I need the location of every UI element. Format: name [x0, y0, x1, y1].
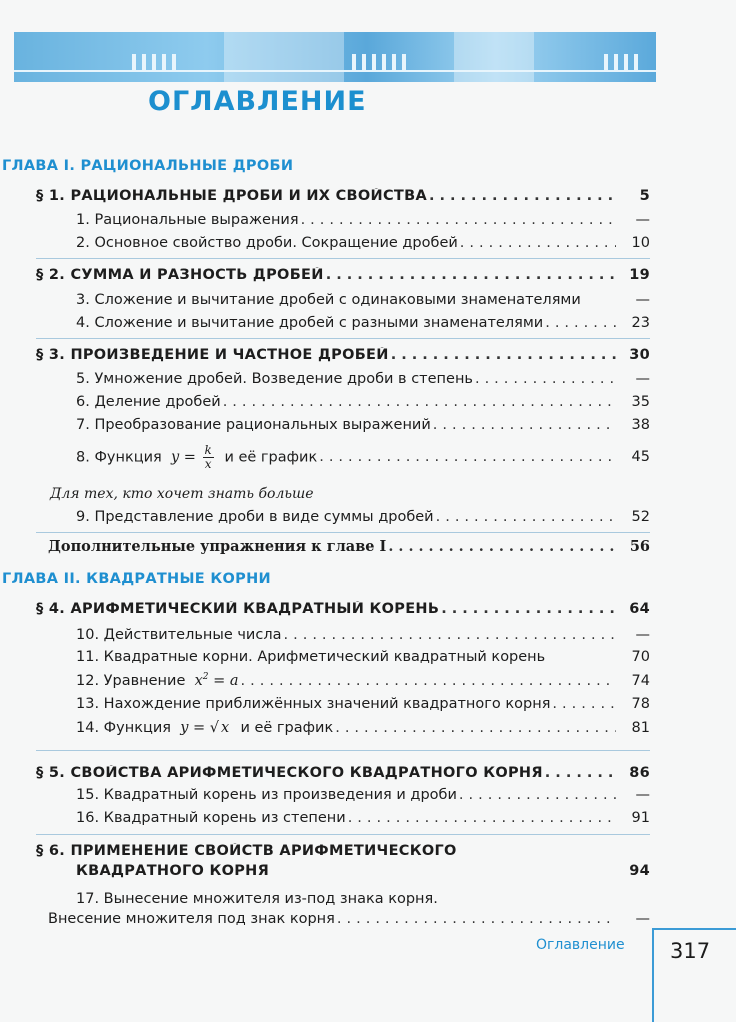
toc-item[interactable] — [76, 235, 650, 251]
page-title: ОГЛАВЛЕНИЕ — [148, 86, 367, 117]
toc-item[interactable] — [76, 627, 650, 643]
item-title: 17. Вынесение множителя из-под знака корня. — [76, 891, 438, 907]
extra-reading-lead: Для тех, кто хочет знать больше — [50, 486, 314, 502]
item-title: 2. Основное свойство дроби. Сокращение дробей — [76, 235, 458, 251]
page-number: 94 — [629, 863, 650, 879]
divider — [36, 532, 650, 533]
page-number: — — [635, 371, 650, 387]
page-number: 45 — [631, 449, 650, 465]
item-title-suffix: и её график — [240, 720, 334, 736]
leader-dots — [427, 188, 616, 204]
chapter-heading[interactable]: ГЛАВА I. РАЦИОНАЛЬНЫЕ ДРОБИ — [2, 158, 294, 174]
toc-paragraph-cont[interactable] — [76, 863, 650, 879]
page-number: 5 — [639, 188, 650, 204]
leader-dots — [389, 347, 616, 363]
paragraph-title: § 1. РАЦИОНАЛЬНЫЕ ДРОБИ И ИХ СВОЙСТВА — [36, 188, 427, 204]
leader-dots — [543, 315, 616, 331]
leader-dots — [473, 371, 616, 387]
toc-paragraph[interactable] — [36, 843, 650, 859]
leader-dots — [282, 627, 617, 643]
page-number: 64 — [629, 601, 650, 617]
formula-denominator: x — [204, 456, 212, 471]
leader-dots — [317, 449, 616, 465]
item-title: 5. Умножение дробей. Возведение дроби в степень — [76, 371, 473, 387]
banner-stripe — [224, 32, 344, 82]
page-number: — — [635, 627, 650, 643]
paragraph-title: § 2. СУММА И РАЗНОСТЬ ДРОБЕЙ — [36, 267, 324, 283]
page-number: 52 — [631, 509, 650, 525]
formula-rest: = a — [208, 672, 239, 689]
page-number: 19 — [629, 267, 650, 283]
toc-item[interactable] — [76, 720, 650, 736]
item-title: 11. Квадратные корни. Арифметический квадратный корень — [76, 649, 546, 665]
paragraph-title-cont: КВАДРАТНОГО КОРНЯ — [76, 863, 270, 879]
item-title: 15. Квадратный корень из произведения и дроби — [76, 787, 457, 803]
divider — [36, 750, 650, 751]
leader-dots — [333, 720, 616, 736]
item-title: 10. Действительные числа — [76, 627, 282, 643]
sqrt-radicand: x — [221, 720, 230, 736]
formula — [195, 673, 239, 689]
leader-dots — [346, 810, 616, 826]
item-title — [76, 720, 333, 736]
banner-line — [14, 70, 656, 72]
banner-stripe — [454, 32, 534, 82]
page-number-box — [652, 928, 736, 1022]
toc-paragraph[interactable] — [36, 347, 650, 363]
toc-paragraph[interactable] — [36, 267, 650, 283]
page-number: 78 — [631, 696, 650, 712]
paragraph-title: § 6. ПРИМЕНЕНИЕ СВОЙСТВ АРИФМЕТИЧЕСКОГО — [36, 843, 457, 859]
item-title: 6. Деление дробей — [76, 394, 221, 410]
item-title: 3. Сложение и вычитание дробей с одинаковыми знаменателями — [76, 292, 581, 308]
toc-item-cont[interactable] — [48, 911, 650, 927]
page-number: 35 — [631, 394, 650, 410]
toc-item[interactable] — [76, 315, 650, 331]
toc-item[interactable] — [76, 787, 650, 803]
leader-dots — [239, 673, 616, 689]
footer-section-label: Оглавление — [536, 937, 625, 953]
leader-dots — [431, 417, 616, 433]
supplement-title: Дополнительные упражнения к главе I — [48, 538, 387, 555]
toc-paragraph[interactable] — [36, 188, 650, 204]
page-number: — — [635, 292, 650, 308]
formula-numerator: k — [204, 442, 212, 457]
leader-dots — [458, 235, 616, 251]
item-title: 1. Рациональные выражения — [76, 212, 299, 228]
item-title-prefix: 8. Функция — [76, 449, 162, 465]
toc-item[interactable] — [76, 649, 650, 665]
toc-supplement[interactable] — [48, 538, 650, 555]
item-title: 9. Представление дроби в виде суммы дробей — [76, 509, 434, 525]
paragraph-title: § 4. АРИФМЕТИЧЕСКИЙ КВАДРАТНЫЙ КОРЕНЬ — [36, 601, 440, 617]
leader-dots — [386, 538, 616, 555]
leader-dots — [324, 267, 616, 283]
leader-dots — [439, 601, 616, 617]
toc-item[interactable] — [76, 891, 650, 907]
item-title: 13. Нахождение приближённых значений квадратного корня — [76, 696, 551, 712]
item-title-suffix: и её график — [224, 449, 318, 465]
page-number: 81 — [631, 720, 650, 736]
item-title-cont: Внесение множителя под знак корня — [48, 911, 335, 927]
header-banner — [14, 32, 656, 82]
page-number: 23 — [631, 315, 650, 331]
toc-item[interactable] — [76, 292, 650, 308]
leader-dots — [550, 696, 616, 712]
leader-dots — [335, 911, 616, 927]
toc-paragraph[interactable] — [36, 601, 650, 617]
item-title: 7. Преобразование рациональных выражений — [76, 417, 431, 433]
formula-lhs: y = — [180, 720, 206, 736]
paragraph-title: § 5. СВОЙСТВА АРИФМЕТИЧЕСКОГО КВАДРАТНОГО КОРНЯ — [36, 765, 543, 781]
item-title: 16. Квадратный корень из степени — [76, 810, 346, 826]
page-number: 56 — [629, 538, 650, 555]
page-number: — — [635, 787, 650, 803]
formula-exponent: 2 — [202, 672, 209, 682]
toc-item[interactable] — [76, 212, 650, 228]
toc-item[interactable] — [76, 417, 650, 433]
page-number: 30 — [629, 347, 650, 363]
formula-lhs: y = — [170, 449, 196, 465]
toc-item[interactable] — [76, 696, 650, 712]
divider — [36, 338, 650, 339]
leader-dots — [299, 212, 616, 228]
divider — [36, 834, 650, 835]
leader-dots — [543, 765, 616, 781]
toc-item[interactable] — [76, 442, 650, 472]
page-number: 74 — [631, 672, 650, 689]
toc-item[interactable] — [76, 394, 650, 410]
formula-sqrt — [210, 720, 231, 736]
leader-dots — [457, 787, 616, 803]
sqrt-sign: √ — [209, 720, 220, 736]
item-title: 4. Сложение и вычитание дробей с разными знаменателями — [76, 315, 544, 331]
formula-base: x — [194, 672, 203, 689]
page-number: 70 — [631, 649, 650, 665]
page-number-footer: 317 — [670, 939, 711, 963]
toc-item[interactable] — [76, 810, 650, 826]
toc-item[interactable] — [76, 672, 650, 689]
item-title-prefix: 14. Функция — [76, 720, 171, 736]
page-number: 86 — [629, 765, 650, 781]
toc-paragraph[interactable] — [36, 765, 650, 781]
chapter-heading[interactable]: ГЛАВА II. КВАДРАТНЫЕ КОРНИ — [2, 571, 271, 587]
item-title — [76, 672, 239, 689]
page-number: — — [635, 212, 650, 228]
item-title-prefix: 12. Уравнение — [76, 672, 186, 689]
leader-dots — [434, 509, 616, 525]
page-number: — — [635, 911, 650, 927]
formula-fraction — [203, 444, 214, 471]
page-number: 91 — [631, 810, 650, 826]
page-number: 10 — [631, 235, 650, 251]
divider — [36, 258, 650, 259]
toc-item[interactable] — [76, 371, 650, 387]
page-number: 38 — [631, 417, 650, 433]
toc-item[interactable] — [76, 509, 650, 525]
item-title — [76, 444, 317, 471]
leader-dots — [221, 394, 616, 410]
paragraph-title: § 3. ПРОИЗВЕДЕНИЕ И ЧАСТНОЕ ДРОБЕЙ — [36, 347, 389, 363]
